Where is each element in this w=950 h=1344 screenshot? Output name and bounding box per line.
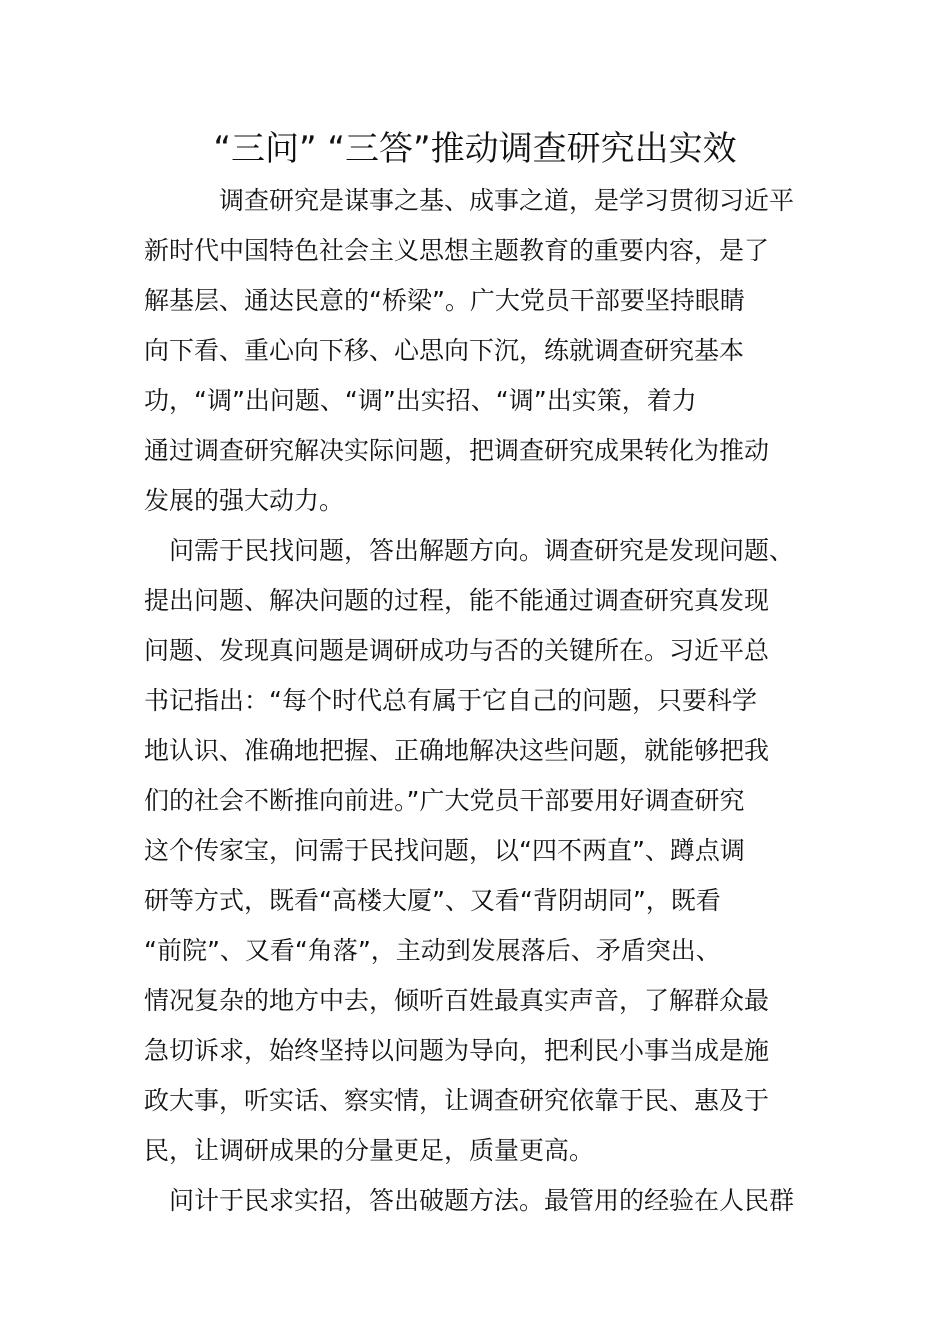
paragraph-1 (144, 176, 809, 526)
paragraph-line: 问需于民找问题，答出解题方向。调查研究是发现问题、 (169, 536, 795, 565)
paragraph-line: 功，“调”出问题、“调”出实招、“调”出实策，着力 (144, 386, 697, 415)
paragraph-line: 问计于民求实招，答出破题方法。最管用的经验在人民群 (169, 1186, 795, 1215)
paragraph-line: “前院”、又看“角落”，主动到发展落后、矛盾突出、 (144, 936, 721, 965)
paragraph-line: 解基层、通达民意的“桥梁”。广大党员干部要坚持眼睛 (144, 286, 745, 315)
paragraph-line: 政大事，听实话、察实情，让调查研究依靠于民、惠及于 (144, 1086, 770, 1115)
paragraph-line: 书记指出：“每个时代总有属于它自己的问题，只要科学 (144, 686, 757, 715)
paragraph-line: 新时代中国特色社会主义思想主题教育的重要内容，是了 (144, 236, 770, 265)
paragraph-line: 们的社会不断推向前进。”广大党员干部要用好调查研究 (144, 786, 745, 815)
paragraph-line: 这个传家宝，问需于民找问题，以“四不两直”、蹲点调 (144, 836, 745, 865)
paragraph-line: 民，让调研成果的分量更足，质量更高。 (144, 1136, 595, 1165)
paragraph-line: 情况复杂的地方中去，倾听百姓最真实声音，了解群众最 (144, 986, 770, 1015)
paragraph-line: 地认识、准确地把握、正确地解决这些问题，就能够把我 (144, 736, 770, 765)
document-body (144, 176, 809, 1226)
paragraph-2 (144, 526, 809, 1176)
paragraph-line: 提出问题、解决问题的过程，能不能通过调查研究真发现 (144, 586, 770, 615)
document-title: “三问” “三答”推动调查研究出实效 (213, 129, 737, 169)
paragraph-line: 问题、发现真问题是调研成功与否的关键所在。习近平总 (144, 636, 770, 665)
paragraph-line: 急切诉求，始终坚持以问题为导向，把利民小事当成是施 (144, 1036, 770, 1065)
paragraph-3 (144, 1176, 809, 1226)
paragraph-line: 向下看、重心向下移、心思向下沉，练就调查研究基本 (144, 336, 745, 365)
paragraph-line: 研等方式，既看“高楼大厦”、又看“背阴胡同”，既看 (144, 886, 721, 915)
paragraph-line: 发展的强大动力。 (144, 486, 345, 515)
paragraph-line: 通过调查研究解决实际问题，把调查研究成果转化为推动 (144, 436, 770, 465)
paragraph-line: 调查研究是谋事之基、成事之道，是学习贯彻习近平 (219, 186, 795, 215)
